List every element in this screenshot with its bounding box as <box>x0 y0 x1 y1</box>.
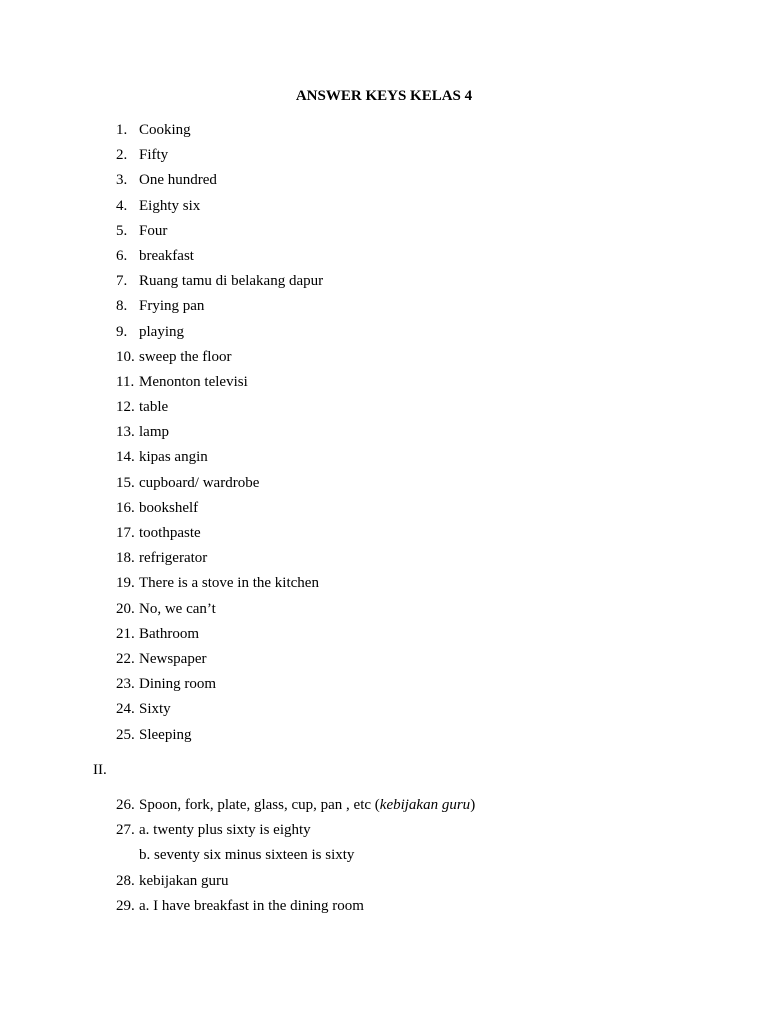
item-number: 11. <box>116 373 135 390</box>
list-item <box>0 421 768 446</box>
list-item <box>0 794 768 819</box>
item-text: kebijakan guru <box>139 872 229 889</box>
item-text: bookshelf <box>139 499 199 516</box>
item-number: 12. <box>116 399 135 416</box>
list-item <box>0 144 768 169</box>
item-number: 25. <box>116 726 135 743</box>
page-title: ANSWER KEYS KELAS 4 <box>295 88 473 104</box>
item-number: 4. <box>116 197 128 214</box>
list-item <box>0 371 768 396</box>
list-item <box>0 598 768 623</box>
item-number: 22. <box>116 650 135 667</box>
list-item <box>0 673 768 698</box>
list-item <box>0 870 768 895</box>
item-text-main: Spoon, fork, plate, glass, cup, pan , etc ( <box>139 797 380 813</box>
answer-list-part-2 <box>0 794 768 920</box>
item-text: lamp <box>139 424 169 441</box>
item-text: No, we can’t <box>139 600 216 617</box>
item-text: kipas angin <box>139 449 208 466</box>
item-text: Ruang tamu di belakang dapur <box>139 273 324 290</box>
list-item <box>0 698 768 723</box>
item-text: toothpaste <box>139 525 201 541</box>
item-number: 18. <box>116 550 135 567</box>
item-text: Dining room <box>139 676 217 693</box>
list-item <box>0 220 768 245</box>
item-text: a. I have breakfast in the dining room <box>139 897 364 914</box>
list-item <box>0 724 768 749</box>
section-label: II. <box>93 762 107 778</box>
list-item <box>0 195 768 220</box>
item-text: Bathroom <box>139 625 199 642</box>
list-item <box>0 895 768 920</box>
item-number: 3. <box>116 172 128 189</box>
item-number: 28. <box>116 872 135 889</box>
item-text: breakfast <box>139 247 194 264</box>
item-text: playing <box>139 323 184 340</box>
item-text <box>139 794 475 816</box>
item-number: 13. <box>116 424 135 441</box>
list-item <box>0 396 768 421</box>
item-number: 10. <box>116 348 135 365</box>
list-item <box>0 648 768 673</box>
list-item <box>0 547 768 572</box>
item-text: Four <box>139 222 168 239</box>
item-number: 29. <box>116 897 135 914</box>
item-text: Cooking <box>139 122 191 138</box>
item-number: 27. <box>116 822 135 839</box>
item-number: 9. <box>116 323 128 340</box>
answer-list-part-1 <box>0 119 768 749</box>
item-text: table <box>139 399 169 416</box>
list-item <box>0 270 768 295</box>
item-number: 8. <box>116 298 128 315</box>
item-text: sweep the floor <box>139 348 232 365</box>
item-text: Sleeping <box>139 726 192 743</box>
item-number: 24. <box>116 701 135 718</box>
item-text-close: ) <box>470 797 476 813</box>
list-item <box>0 295 768 320</box>
item-number: 21. <box>116 625 135 642</box>
item-number: 20. <box>116 600 135 617</box>
item-text: Menonton televisi <box>139 373 248 390</box>
item-number: 2. <box>116 147 128 164</box>
item-number: 1. <box>116 122 128 138</box>
item-text: Sixty <box>139 701 171 718</box>
item-number: 17. <box>116 525 135 541</box>
list-item-continuation <box>0 844 768 869</box>
item-text: a. twenty plus sixty is eighty <box>139 822 311 839</box>
list-item <box>0 169 768 194</box>
list-item <box>0 623 768 648</box>
list-item <box>0 321 768 346</box>
item-number: 7. <box>116 273 128 290</box>
item-number: 26. <box>116 797 135 813</box>
list-item <box>0 572 768 597</box>
item-number: 23. <box>116 676 135 693</box>
item-number: 5. <box>116 222 128 239</box>
item-text-italic: kebijakan guru <box>379 797 471 813</box>
item-text: Newspaper <box>139 650 207 667</box>
list-item <box>0 245 768 270</box>
item-text: b. seventy six minus sixteen is sixty <box>139 847 355 864</box>
item-text: One hundred <box>139 172 217 189</box>
item-number: 14. <box>116 449 135 466</box>
list-item <box>0 346 768 371</box>
item-number: 6. <box>116 247 128 264</box>
item-text: Frying pan <box>139 298 205 315</box>
list-item <box>0 819 768 844</box>
list-item <box>0 497 768 522</box>
list-item <box>0 472 768 497</box>
item-number: 15. <box>116 474 135 491</box>
item-text: There is a stove in the kitchen <box>139 575 319 592</box>
item-number: 16. <box>116 499 135 516</box>
list-item <box>0 119 768 144</box>
list-item <box>0 446 768 471</box>
item-text: refrigerator <box>139 550 208 567</box>
item-text: Eighty six <box>139 197 201 214</box>
item-text: Fifty <box>139 147 169 164</box>
item-number: 19. <box>116 575 135 592</box>
list-item <box>0 522 768 547</box>
item-text: cupboard/ wardrobe <box>139 474 260 491</box>
